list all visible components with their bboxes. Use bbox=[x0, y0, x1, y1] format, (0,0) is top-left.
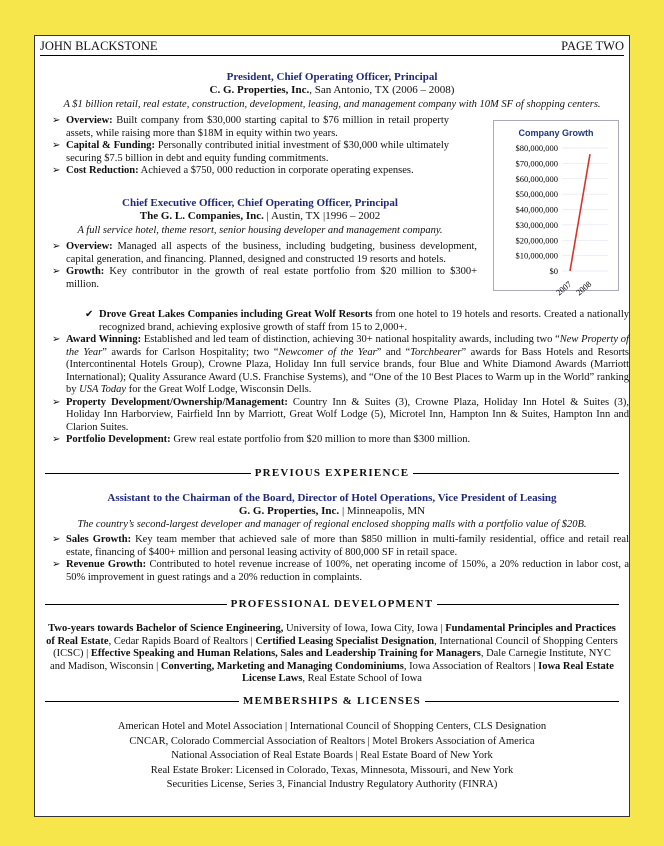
list-item: National Association of Real Estate Boards | Real Estate Board of New York bbox=[171, 750, 493, 762]
bullet-text: Personally contributed initial investment of $30,000 while ultimately securing $7.5 billion in debt and equity funding commitments. bbox=[66, 140, 450, 164]
page-header bbox=[40, 39, 624, 56]
chart-plot bbox=[494, 140, 616, 298]
y-tick-label: $60,000,000 bbox=[515, 173, 558, 184]
bullet-label: Portfolio Development: bbox=[66, 434, 171, 445]
y-tick-label: $0 bbox=[549, 266, 558, 276]
job1-company: C. G. Properties, Inc. bbox=[209, 84, 310, 96]
bullet-text: Key contributor in the growth of real estate portfolio from $20 million to $300+ million. bbox=[66, 266, 477, 290]
section-previous-experience bbox=[45, 467, 619, 479]
job2-location: | Austin, TX |1996 – 2002 bbox=[263, 210, 381, 222]
y-tick-label: $10,000,000 bbox=[515, 250, 558, 261]
job1-company-line bbox=[35, 84, 629, 96]
bullet-label: Drove Great Lakes Companies including Great Wolf Resorts bbox=[99, 309, 373, 320]
prev-company: G. G. Properties, Inc. bbox=[238, 505, 340, 517]
bullet-label: Sales Growth: bbox=[66, 534, 132, 545]
bullet-text: Country Inn & Suites (3), Crowne Plaza, Holiday Inn Hotel & Suites (3), Holiday Inn Harborview, Fairfield Inn by Marriott, Great Wolf Lodge (5), Microtel Inn, Hampton Inn & Suites, Hampton Inn and Clarion Suites. bbox=[66, 396, 629, 433]
y-tick-label: $50,000,000 bbox=[515, 189, 558, 200]
job1-bullets bbox=[49, 115, 449, 178]
divider bbox=[437, 604, 619, 605]
job2-company: The G. L. Companies, Inc. bbox=[139, 210, 264, 222]
bullet-text: from one hotel to 19 hotels and resorts. Created a nationally recognized brand, achieving explosive growth of staff from 15 to 2,000+. bbox=[99, 309, 629, 333]
bullet-text: Managed all aspects of the business, including budgeting, business development, capital generation, and financing. Planned, designed and constructed 19 resorts and hotels. bbox=[66, 241, 477, 265]
divider bbox=[413, 473, 619, 474]
y-tick-label: $70,000,000 bbox=[515, 158, 558, 169]
job2-title: Chief Executive Officer, Chief Operating Officer, Principal bbox=[122, 197, 398, 209]
bullet-text: Contributed to hotel revenue increase of 100%, net operating income of 150%, a 20% reduction in labor cost, a 50% improvement in guest ratings and a 20% reduction in complaints. bbox=[66, 559, 629, 583]
list-item: American Hotel and Motel Association | International Council of Shopping Centers, CLS Designation bbox=[117, 721, 547, 732]
list-item bbox=[49, 559, 629, 584]
prev-tagline: The country’s second-largest developer and manager of regional enclosed shopping malls with a portfolio value of $20B. bbox=[77, 519, 587, 530]
section-heading: MEMBERSHIPS & LICENSES bbox=[243, 695, 421, 707]
y-tick-label: $20,000,000 bbox=[515, 235, 558, 246]
bullet-text: Key team member that achieved sale of more than $850 million in multi-family residential, office and retail real estate, financing of $400+ million and personal leasing activity of 800,000 SF in retail space. bbox=[66, 534, 629, 558]
bullet-label: Overview: bbox=[66, 241, 113, 252]
list-item: CNCAR, Colorado Commercial Association of Realtors | Motel Brokers Association of America bbox=[129, 735, 535, 747]
bullet-text: Achieved a $750, 000 reduction in corporate operating expenses. bbox=[138, 165, 414, 176]
bullet-label: Property Development/Ownership/Management: bbox=[66, 396, 288, 408]
job2-bullets bbox=[49, 241, 477, 291]
bullet-label: Cost Reduction: bbox=[66, 165, 139, 176]
section-heading: PREVIOUS EXPERIENCE bbox=[254, 467, 410, 479]
list-item bbox=[49, 165, 449, 178]
bullet-label: Revenue Growth: bbox=[66, 559, 147, 570]
prev-company-line bbox=[35, 505, 629, 517]
prev-bullets bbox=[49, 534, 629, 584]
list-item bbox=[49, 434, 629, 447]
divider bbox=[45, 701, 239, 702]
page-label: PAGE TWO bbox=[561, 39, 624, 53]
y-tick-label: $40,000,000 bbox=[515, 204, 558, 215]
y-tick-label: $30,000,000 bbox=[515, 219, 558, 230]
job2-company-line bbox=[35, 210, 485, 222]
list-item bbox=[49, 266, 477, 291]
list-item: Securities License, Series 3, Financial Industry Regulatory Authority (FINRA) bbox=[166, 779, 498, 791]
bullet-label: Growth: bbox=[66, 266, 105, 277]
divider bbox=[425, 701, 619, 702]
x-tick-label: 2007 bbox=[553, 278, 574, 298]
list-item: Real Estate Broker: Licensed in Colorado, Texas, Minnesota, Missouri, and New York bbox=[150, 764, 514, 776]
job2-bullets-more bbox=[49, 309, 629, 447]
chart-title: Company Growth bbox=[518, 128, 594, 138]
divider bbox=[45, 604, 227, 605]
job1-location: , San Antonio, TX (2006 – 2008) bbox=[309, 84, 455, 96]
job2-tagline: A full service hotel, theme resort, senior housing developer and management company. bbox=[77, 225, 443, 236]
section-professional-development bbox=[45, 598, 619, 610]
list-item bbox=[49, 534, 629, 559]
memberships-list bbox=[45, 720, 619, 793]
list-item: ➢ Award Winning: Established and led team of distinction, achieving 30+ national hospitality awards, including two “New Property of the Year” awards for Carlson Hospitality; two “Newcomer of the Year” and “Torchbearer” awards for Bass Hotels and Resorts (Intercontinental Hotels Group), Crowne Plaza, Holiday Inn full service brands, four Blue and White Diamond Awards (Marriott International); Quality Assurance Award (U.S. Franchise Systems), and “One of the 10 Best Places to Warm up in the World” ranking by USA Today for the Great Wolf Lodge, Wisconsin Dells. bbox=[49, 334, 629, 397]
list-item bbox=[49, 397, 629, 435]
list-item bbox=[49, 140, 449, 165]
x-tick-label: 2008 bbox=[573, 278, 594, 298]
resume-page bbox=[34, 35, 630, 817]
bullet-label: Award Winning: bbox=[66, 334, 142, 345]
divider bbox=[45, 473, 251, 474]
bullet-text: Grew real estate portfolio from $20 million to more than $300 million. bbox=[170, 434, 471, 445]
list-item bbox=[49, 115, 449, 140]
section-memberships bbox=[45, 695, 619, 707]
development-text: Two-years towards Bachelor of Science Engineering, University of Iowa, Iowa City, Iowa | Fundamental Principles and Practices of Real Estate, Cedar Rapids Board of Realtors | Certified Leasing Specialist Designation, International Council of Shopping Centers (ICSC) | Effective Speaking and Human Relations, Sales and Leadership Training for Managers, Dale Carnegie Institute, NYC and Madison, Wisconsin | Converting, Marketing and Managing Condominiums, Iowa Association of Realtors | Iowa Real Estate License Laws, Real Estate School of Iowa bbox=[46, 623, 618, 685]
list-item bbox=[49, 241, 477, 266]
bullet-text: Built company from $30,000 starting capital to $76 million in retail property assets, while raising more than $18M in equity within two years. bbox=[66, 115, 449, 139]
company-growth-chart bbox=[493, 120, 619, 298]
bullet-label: Overview: bbox=[66, 115, 113, 126]
prev-title: Assistant to the Chairman of the Board, Director of Hotel Operations, Vice President of Leasing bbox=[107, 492, 557, 504]
candidate-name: JOHN BLACKSTONE bbox=[40, 39, 158, 53]
job1-title: President, Chief Operating Officer, Principal bbox=[226, 71, 438, 83]
prev-location: | Minneapolis, MN bbox=[339, 505, 426, 517]
series-line bbox=[570, 154, 590, 271]
job1-tagline: A $1 billion retail, real estate, construction, development, leasing, and management company with 10M SF of shopping centers. bbox=[63, 99, 601, 110]
section-heading: PROFESSIONAL DEVELOPMENT bbox=[230, 598, 434, 610]
y-tick-label: $80,000,000 bbox=[515, 143, 558, 153]
list-item bbox=[49, 309, 629, 334]
bullet-label: Capital & Funding: bbox=[66, 140, 156, 151]
